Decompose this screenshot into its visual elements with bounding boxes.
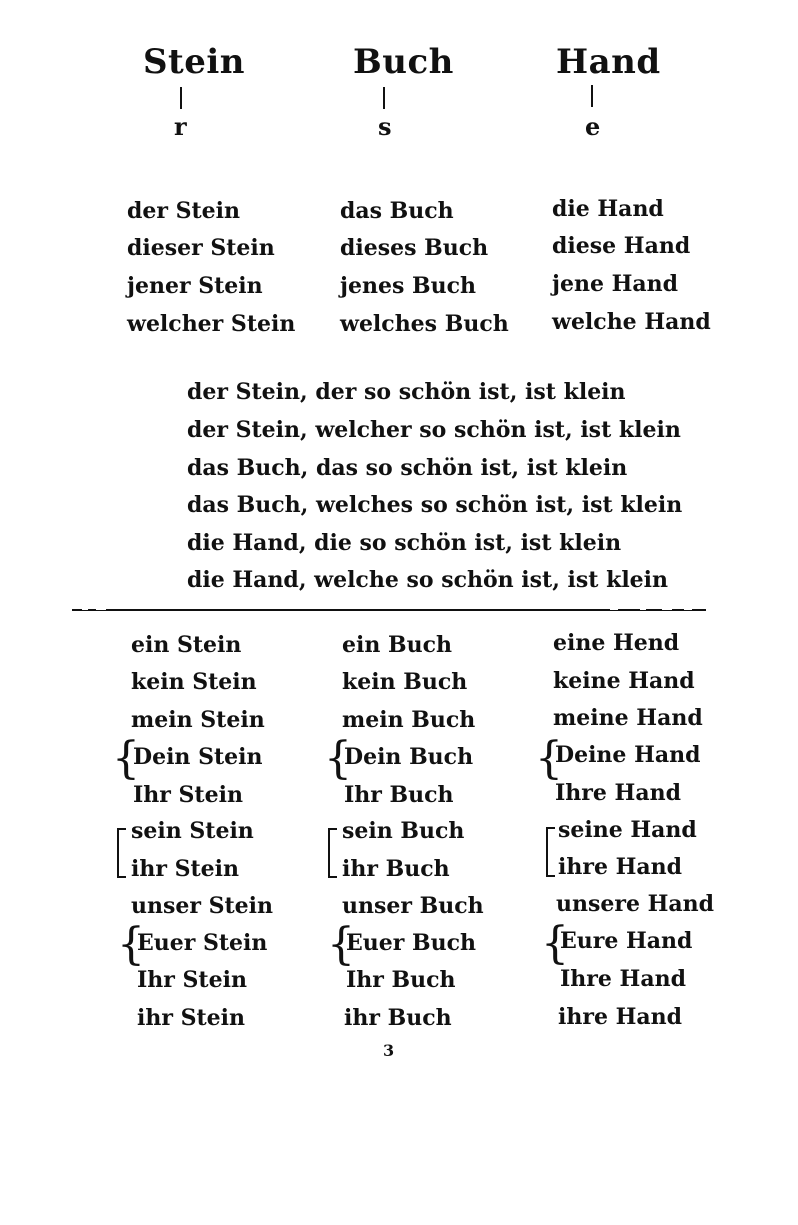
- page-number: 3: [383, 1041, 395, 1060]
- table-cell: mein Buch: [342, 707, 476, 733]
- table-cell: seine Hand: [558, 817, 697, 843]
- table-cell: Eure Hand: [560, 928, 693, 954]
- table-cell: Euer Stein: [137, 930, 268, 956]
- divider-gap: [684, 608, 692, 610]
- connector-line: [180, 87, 182, 109]
- table-cell: welche Hand: [552, 309, 711, 335]
- table-cell: Ihre Hand: [555, 780, 681, 806]
- table-cell: der Stein: [127, 198, 241, 224]
- table-cell: ihr Buch: [342, 856, 450, 882]
- table-cell: meine Hand: [553, 705, 703, 731]
- sentence: die Hand, welche so schön ist, ist klein: [187, 567, 669, 593]
- divider-gap: [610, 608, 618, 610]
- table-cell: die Hand: [552, 196, 664, 222]
- table-cell: sein Buch: [342, 818, 465, 844]
- table-cell: dieses Buch: [340, 235, 489, 261]
- brace-icon: {: [327, 919, 355, 970]
- table-cell: jene Hand: [552, 271, 679, 297]
- bracket-icon: [117, 828, 126, 878]
- table-cell: jenes Buch: [340, 273, 476, 299]
- table-cell: Dein Stein: [133, 744, 263, 770]
- table-cell: welcher Stein: [127, 311, 296, 337]
- ending-s: s: [378, 112, 392, 141]
- sentence: der Stein, welcher so schön ist, ist klein: [187, 417, 681, 443]
- connector-line: [591, 85, 593, 107]
- table-cell: Ihr Buch: [346, 967, 456, 993]
- table-cell: Ihre Hand: [560, 966, 686, 992]
- brace-icon: {: [112, 733, 140, 784]
- table-cell: Ihr Stein: [133, 782, 243, 808]
- brace-icon: {: [324, 733, 352, 784]
- table-cell: dieser Stein: [127, 235, 275, 261]
- ending-r: r: [174, 112, 187, 141]
- table-cell: unser Buch: [342, 893, 484, 919]
- table-cell: mein Stein: [131, 707, 265, 733]
- table-cell: das Buch: [340, 198, 454, 224]
- sentence: das Buch, welches so schön ist, ist klein: [187, 492, 683, 518]
- sentence: die Hand, die so schön ist, ist klein: [187, 530, 622, 556]
- table-cell: keine Hand: [553, 668, 695, 694]
- brace-icon: {: [541, 918, 569, 969]
- table-cell: kein Buch: [342, 669, 468, 695]
- sentence: das Buch, das so schön ist, ist klein: [187, 455, 628, 481]
- divider-gap: [82, 608, 88, 610]
- divider-gap: [96, 608, 106, 610]
- table-cell: ein Stein: [131, 632, 242, 658]
- bracket-icon: [328, 828, 337, 878]
- table-cell: Dein Buch: [344, 744, 474, 770]
- table-cell: ihre Hand: [558, 854, 683, 880]
- table-cell: Ihr Buch: [344, 782, 454, 808]
- table-cell: jener Stein: [127, 273, 263, 299]
- table-cell: unsere Hand: [556, 891, 715, 917]
- connector-line: [383, 87, 385, 109]
- headword-hand: Hand: [556, 42, 661, 82]
- brace-icon: {: [535, 733, 563, 784]
- table-cell: sein Stein: [131, 818, 254, 844]
- table-cell: kein Stein: [131, 669, 257, 695]
- brace-icon: {: [117, 919, 145, 970]
- headword-buch: Buch: [353, 42, 454, 82]
- divider-gap: [640, 608, 646, 610]
- table-cell: eine Hend: [553, 630, 680, 656]
- table-cell: ihr Stein: [131, 856, 240, 882]
- table-cell: Euer Buch: [346, 930, 476, 956]
- divider-gap: [662, 608, 672, 610]
- table-cell: unser Stein: [131, 893, 274, 919]
- table-cell: ihr Stein: [137, 1005, 246, 1031]
- table-cell: ihr Buch: [344, 1005, 452, 1031]
- headword-stein: Stein: [143, 42, 246, 82]
- table-cell: diese Hand: [552, 233, 691, 259]
- table-cell: Ihr Stein: [137, 967, 247, 993]
- table-cell: Deine Hand: [555, 742, 701, 768]
- sentence: der Stein, der so schön ist, ist klein: [187, 379, 626, 405]
- table-cell: welches Buch: [340, 311, 509, 337]
- table-cell: ein Buch: [342, 632, 452, 658]
- bracket-icon: [546, 827, 555, 877]
- table-cell: ihre Hand: [558, 1004, 683, 1030]
- ending-e: e: [585, 112, 601, 141]
